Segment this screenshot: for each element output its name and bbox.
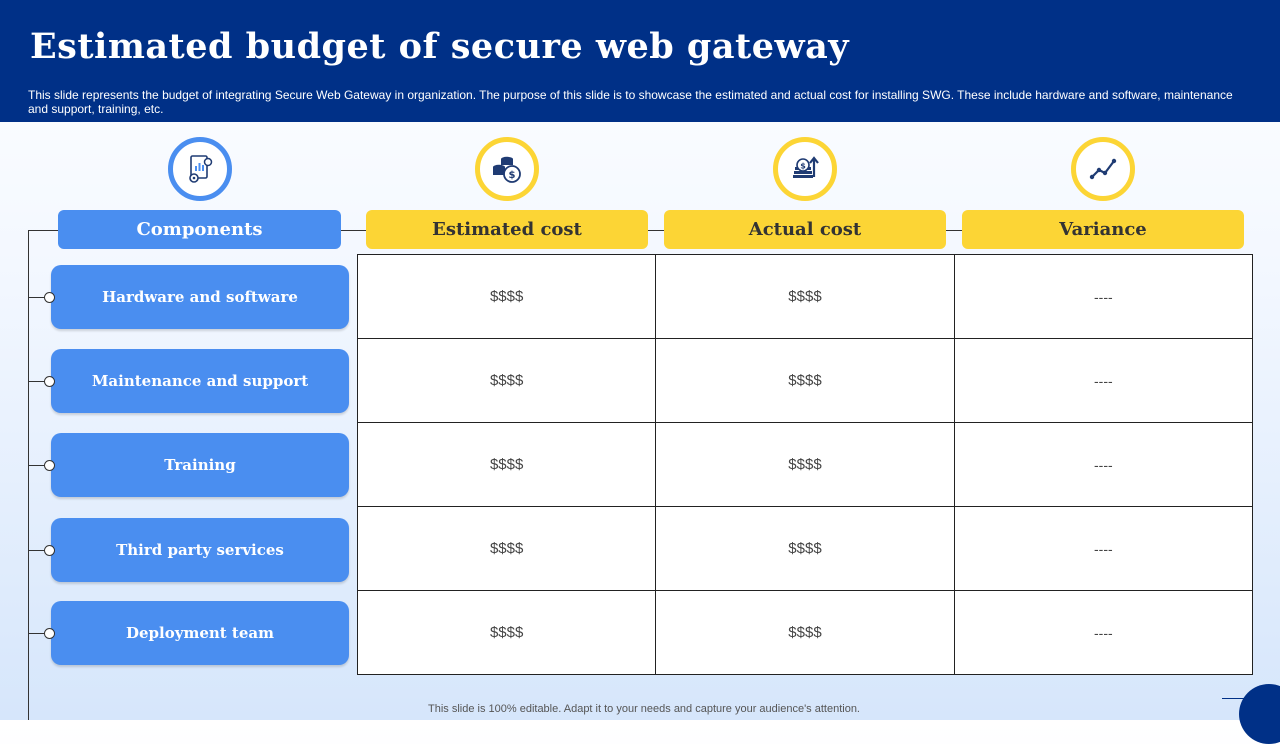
component-maintenance-support: Maintenance and support (51, 349, 349, 413)
component-hardware-software: Hardware and software (51, 265, 349, 329)
component-third-party-services: Third party services (51, 518, 349, 582)
budget-table (357, 254, 1253, 675)
coins-dollar-icon (475, 137, 539, 201)
header-connector-line (341, 230, 366, 231)
estimated-cost-cell: $$$$ (358, 507, 656, 591)
actual-cost-cell: $$$$ (656, 591, 954, 675)
slide-title: Estimated budget of secure web gateway (30, 26, 850, 67)
header-banner (0, 0, 1280, 122)
connector-node (44, 545, 55, 556)
component-training: Training (51, 433, 349, 497)
variance-cell: ---- (954, 255, 1252, 339)
actual-cost-cell: $$$$ (656, 507, 954, 591)
column-header-estimated-cost: Estimated cost (366, 210, 648, 249)
connector-node (44, 292, 55, 303)
slide-description: This slide represents the budget of integrating Secure Web Gateway in organization. The purpose of this slide is to showcase the estimated and actual cost for installing SWG. These include hardware and software, maintenance and support, training, etc. (28, 88, 1233, 116)
money-growth-icon (773, 137, 837, 201)
table-row (358, 507, 1253, 591)
svg-text:$: $ (508, 170, 516, 181)
corner-decoration-circle (1239, 684, 1280, 744)
table-row (358, 255, 1253, 339)
estimated-cost-cell: $$$$ (358, 339, 656, 423)
estimated-cost-cell: $$$$ (358, 423, 656, 507)
header-connector-line (648, 230, 664, 231)
svg-text:$: $ (800, 161, 806, 171)
trend-line-icon (1071, 137, 1135, 201)
table-row (358, 591, 1253, 675)
tree-connector-line (28, 230, 29, 720)
actual-cost-cell: $$$$ (656, 255, 954, 339)
footer-note: This slide is 100% editable. Adapt it to your needs and capture your audience's attention. (428, 703, 860, 715)
column-header-actual-cost: Actual cost (664, 210, 946, 249)
actual-cost-cell: $$$$ (656, 423, 954, 507)
connector-node (44, 460, 55, 471)
estimated-cost-cell: $$$$ (358, 255, 656, 339)
header-connector-line (28, 230, 58, 231)
variance-cell: ---- (954, 591, 1252, 675)
column-header-components: Components (58, 210, 341, 249)
connector-node (44, 628, 55, 639)
actual-cost-cell: $$$$ (656, 339, 954, 423)
header-connector-line (946, 230, 962, 231)
settings-document-icon (168, 137, 232, 201)
estimated-cost-cell: $$$$ (358, 591, 656, 675)
table-row (358, 423, 1253, 507)
component-deployment-team: Deployment team (51, 601, 349, 665)
variance-cell: ---- (954, 339, 1252, 423)
column-header-variance: Variance (962, 210, 1244, 249)
table-row (358, 339, 1253, 423)
connector-node (44, 376, 55, 387)
variance-cell: ---- (954, 423, 1252, 507)
variance-cell: ---- (954, 507, 1252, 591)
